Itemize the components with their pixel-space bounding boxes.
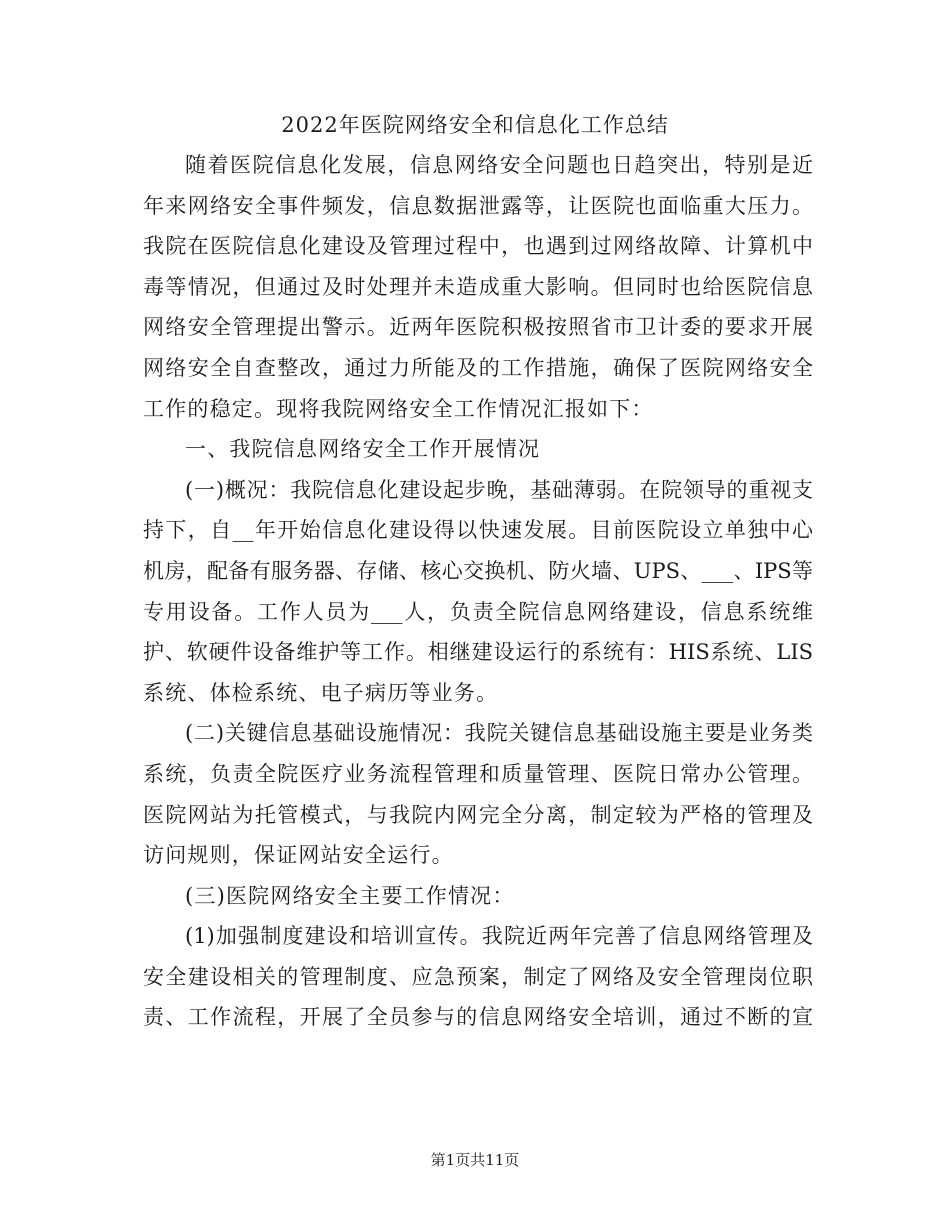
document-body bbox=[143, 145, 813, 1038]
text-line: 工作的稳定。现将我院网络安全工作情况汇报如下： bbox=[143, 396, 654, 421]
text-line: 责、工作流程，开展了全员参与的信息网络安全培训，通过不断的宣 bbox=[143, 1005, 813, 1030]
text-line: 一、我院信息网络安全工作开展情况 bbox=[185, 437, 541, 462]
text-line: 护、软硬件设备维护等工作。相继建设运行的系统有：HIS系统、LIS bbox=[143, 640, 813, 665]
text-line: 安全建设相关的管理制度、应急预案，制定了网络及安全管理岗位职 bbox=[143, 964, 813, 989]
text-line: 随着医院信息化发展，信息网络安全问题也日趋突出，特别是近 bbox=[185, 153, 813, 177]
document-title: 2022年医院网络安全和信息化工作总结 bbox=[281, 113, 669, 137]
text-line: 年来网络安全事件频发，信息数据泄露等，让医院也面临重大压力。 bbox=[143, 193, 813, 218]
text-line: 机房，配备有服务器、存储、核心交换机、防火墙、UPS、___、IPS等 bbox=[143, 558, 813, 583]
text-line: (三)医院网络安全主要工作情况： bbox=[185, 883, 515, 908]
text-line: 毒等情况，但通过及时处理并未造成重大影响。但同时也给医院信息 bbox=[143, 274, 813, 299]
text-line: 网络安全自查整改，通过力所能及的工作措施，确保了医院网络安全 bbox=[143, 355, 813, 380]
text-line: 系统、体检系统、电子病历等业务。 bbox=[143, 680, 499, 705]
text-line: 访问规则，保证网站安全运行。 bbox=[143, 843, 454, 868]
text-line: 医院网站为托管模式，与我院内网完全分离，制定较为严格的管理及 bbox=[143, 802, 813, 827]
text-line: 网络安全管理提出警示。近两年医院积极按照省市卫计委的要求开展 bbox=[143, 315, 813, 340]
text-line: (一)概况：我院信息化建设起步晚，基础薄弱。在院领导的重视支 bbox=[185, 477, 813, 502]
text-line: 专用设备。工作人员为___人，负责全院信息网络建设，信息系统维 bbox=[143, 599, 813, 624]
text-line: 持下，自__年开始信息化建设得以快速发展。目前医院设立单独中心 bbox=[143, 518, 813, 543]
text-line: (二)关键信息基础设施情况：我院关键信息基础设施主要是业务类 bbox=[185, 721, 813, 746]
text-line: (1)加强制度建设和培训宣传。我院近两年完善了信息网络管理及 bbox=[185, 924, 813, 949]
text-line: 系统，负责全院医疗业务流程管理和质量管理、医院日常办公管理。 bbox=[143, 761, 813, 786]
text-line: 我院在医院信息化建设及管理过程中，也遇到过网络故障、计算机中 bbox=[143, 234, 813, 259]
page-footer: 第1页共11页 bbox=[430, 1151, 520, 1169]
